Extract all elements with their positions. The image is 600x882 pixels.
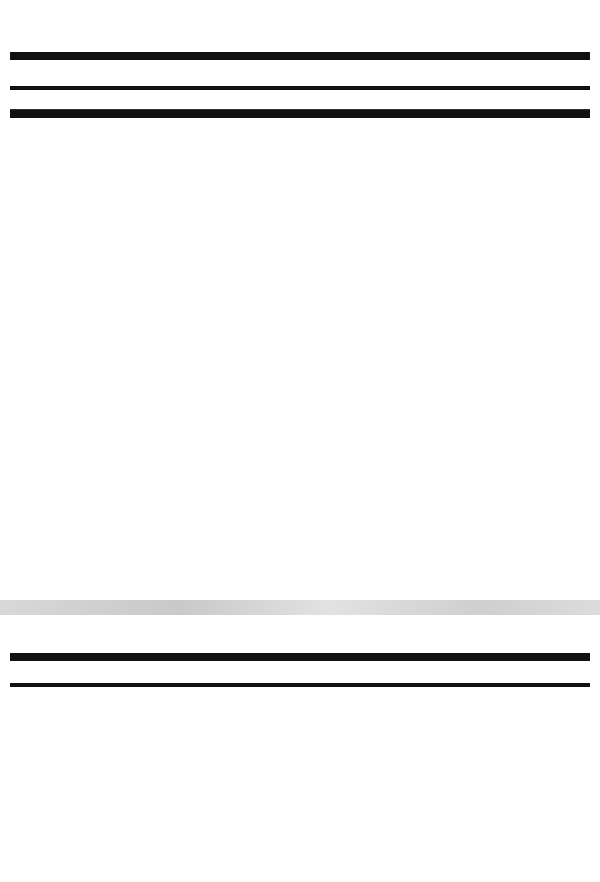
nutrient-list (10, 90, 590, 110)
nutrition-title (10, 12, 590, 34)
thick-divider (10, 110, 590, 118)
thick-divider (10, 52, 590, 60)
amino-subheader (10, 661, 590, 683)
section-separator (0, 600, 600, 615)
amino-acid-panel (0, 615, 600, 882)
thick-divider (10, 653, 590, 661)
amino-title (10, 627, 590, 653)
column-header (10, 60, 590, 86)
footnotes (10, 118, 590, 123)
medium-divider (10, 683, 590, 687)
nutrient-row (10, 90, 590, 110)
serving-info (10, 34, 590, 52)
